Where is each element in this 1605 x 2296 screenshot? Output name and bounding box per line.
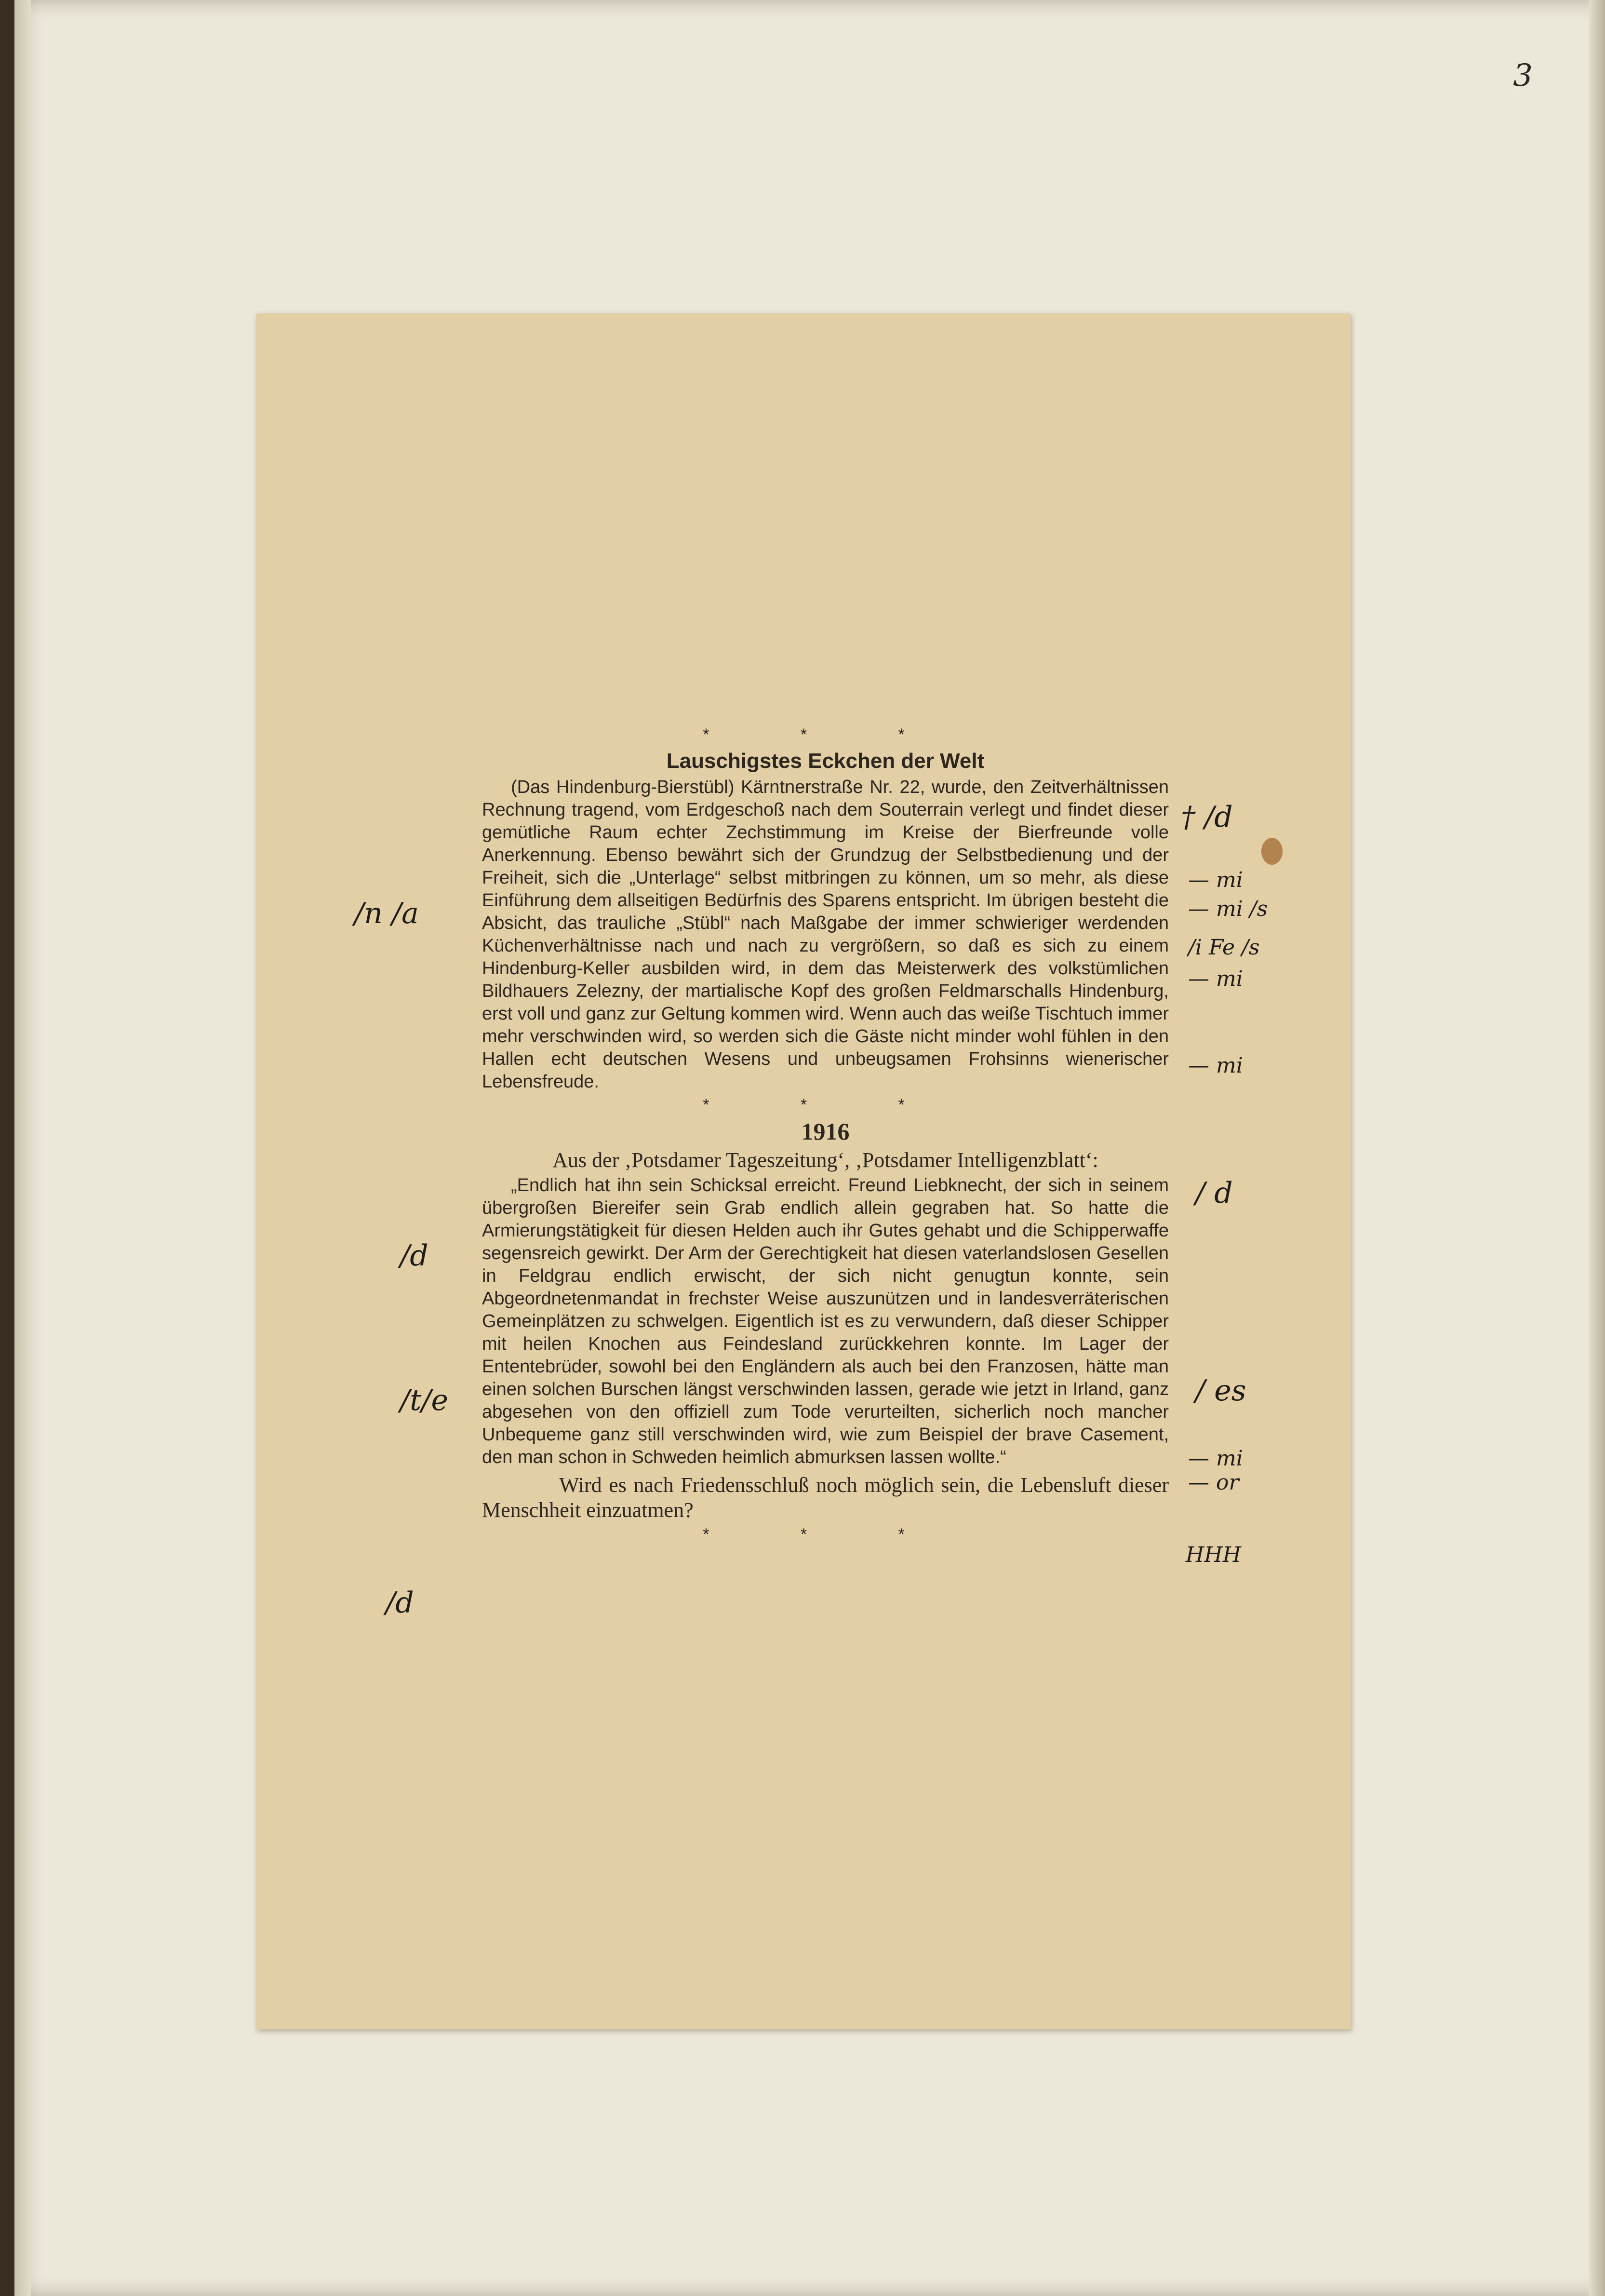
page-number: 3 (1513, 58, 1533, 94)
article-body: (Das Hindenburg-Bierstübl) Kärntnerstraße Nr. 22, wurde, den Zeitverhältnissen Rechnung tragend, vom Erdgeschoß nach dem Souterrain verlegt und findet dieser gemütliche Raum echter Zechstimmung im Kreise der Bierfreunde volle Anerkennung. Ebenso bewährt sich der Grundzug der Selbstbedienung und der Freiheit, sich die „Unterlage“ selbst mitbringen zu können, um so mehr, als diese Einführung dem allseitigen Bedürfnis des Sparens entspricht. Im übrigen besteht die Absicht, das trauliche „Stübl“ nach Maßgabe der immer schwieriger werdenden Küchenverhältnisse nach und nach zu vergrößern, so daß es sich zu einem Hindenburg-Keller ausbilden wird, in dem das Meisterwerk des volkstümlichen Bildhauers Zelezny, der martialische Kopf des großen Feldmarschalls Hindenburg, erst voll und ganz zur Geltung kommen wird. Wenn auch das weiße Tischtuch immer mehr verschwinden wird, so werden sich die Gäste nicht minder wohl fühlen in den Hallen echt deutschen Wesens und unbeugsamen Frohsinns wienerischer Lebensfreude. (482, 777, 1169, 1092)
asterism-middle: * * * (703, 1096, 948, 1114)
stain-mark (1261, 838, 1283, 865)
asterism-top: * * * (703, 725, 948, 744)
margin-note: — mi (1188, 967, 1243, 991)
margin-note: — mi /s (1188, 897, 1268, 921)
margin-note: /i Fe /s (1188, 935, 1260, 960)
margin-note: /d (386, 1586, 414, 1620)
quote-source: Aus der ‚Potsdamer Tageszeitung‘, ‚Potsdamer Intelligenzblatt‘: (552, 1148, 1098, 1172)
quote-body: „Endlich hat ihn sein Schicksal erreicht. Freund Liebknecht, der sich in seinem übergroßen Biereifer sein Grab endlich allein gegraben hat. So hatte die Armierungstätigkeit für diesen Helden auch ihr Gutes gehabt und die Schipperwaffe segensreich gewirkt. Der Arm der Gerechtigkeit hat diesen vaterlandslosen Gesellen in Feldgrau endlich erwischt, der sich nicht genugtun konnte, sein Abgeordnetenmandat in frechster Weise auszunützen und in landesverräterischen Gemeinplätzen zu schwelgen. Eigentlich ist es zu verwundern, daß dieser Schipper mit heilen Knochen aus Feindesland zurückkehren konnte. Im Lager der Ententebrüder, sowohl bei den Engländern als auch bei den Franzosen, hätte man einen solchen Burschen längst verschwinden lassen, gerade wie jetzt in Irland, ganz abgesehen von den offiziell zum Tode verurteilten, sicherlich noch mancher Unbequeme ganz still verschwinden wird, wie zum Beispiel der brave Casement, den man schon in Schweden heimlich abmurksen lassen wollte.“ (482, 1175, 1169, 1467)
margin-note: / es (1195, 1374, 1246, 1408)
article-title: Lauschigstes Eckchen der Welt (666, 749, 985, 773)
margin-note: HHH (1186, 1543, 1242, 1567)
margin-note: /n /a (354, 897, 419, 930)
margin-note: /d (400, 1239, 428, 1273)
margin-note: — mi (1188, 1446, 1243, 1471)
section-year: 1916 (801, 1118, 850, 1145)
margin-note: /t/e (400, 1383, 449, 1417)
clipping-text (482, 723, 1169, 1546)
margin-note: † /d (1181, 800, 1233, 834)
album-binding-edge (14, 0, 31, 2296)
asterism-bottom: * * * (703, 1525, 948, 1544)
closing-question: Wird es nach Friedensschluß noch möglich sein, die Lebensluft dieser Menschheit einzuatmen? (482, 1473, 1169, 1522)
margin-note: — mi (1188, 868, 1243, 892)
margin-note: — mi (1188, 1053, 1243, 1078)
margin-note: — or (1188, 1470, 1239, 1495)
margin-note: / d (1195, 1176, 1233, 1210)
album-right-edge (1589, 0, 1605, 2296)
